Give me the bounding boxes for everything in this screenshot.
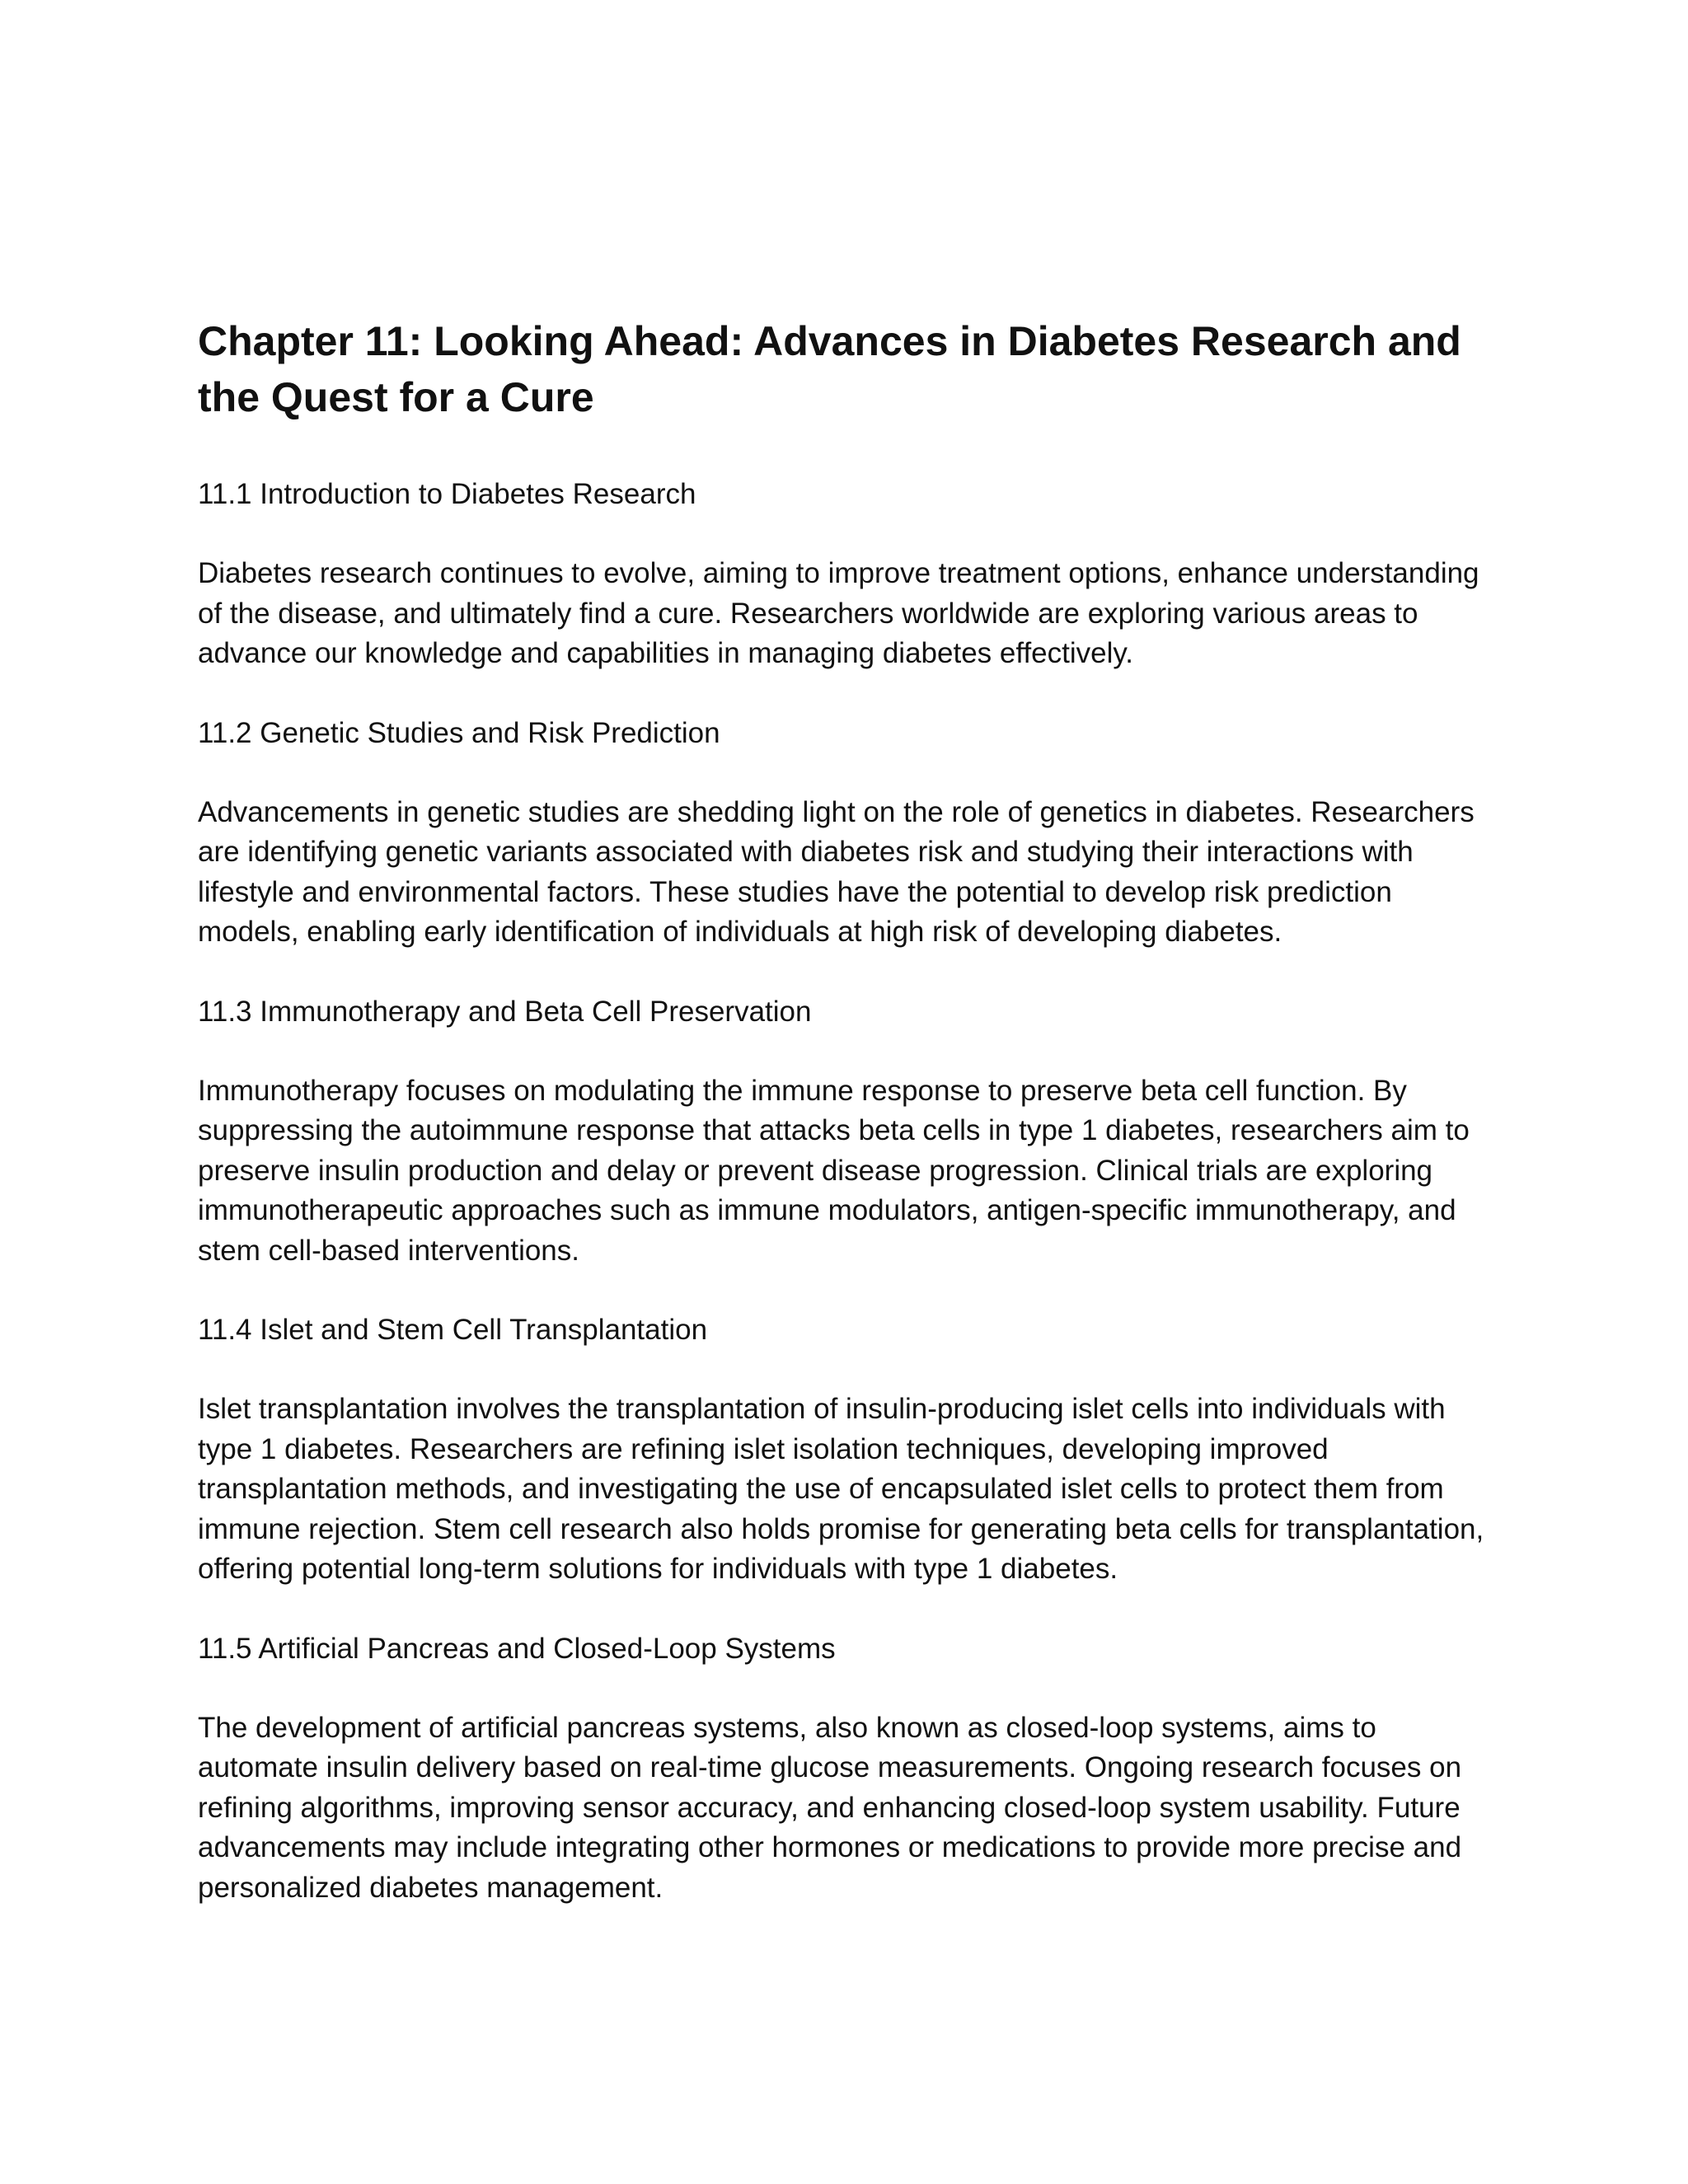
section-heading-11-1: 11.1 Introduction to Diabetes Research xyxy=(198,478,696,510)
section-body-11-3: Immunotherapy focuses on modulating the immune response to preserve beta cell function. By suppressing the autoimmune response that attacks beta cells in type 1 diabetes, researchers aim to preserve insulin production and delay or prevent disease progression. Clinical trials are exploring immunotherapeutic approaches such as immune modulators, antigen-specific immunotherapy, and stem cell-based interventions. xyxy=(198,1074,1470,1267)
section-heading-11-5: 11.5 Artificial Pancreas and Closed-Loop Systems xyxy=(198,1632,836,1665)
section-body-11-1: Diabetes research continues to evolve, aiming to improve treatment options, enhance understanding of the disease, and ultimately find a cure. Researchers worldwide are exploring various areas to advance our knowledge and capabilities in managing diabetes effectively. xyxy=(198,557,1479,669)
section-heading-11-4: 11.4 Islet and Stem Cell Transplantation xyxy=(198,1314,708,1346)
chapter-title: Chapter 11: Looking Ahead: Advances in Diabetes Research and the Quest for a Cure xyxy=(198,318,1461,420)
document-page xyxy=(198,313,1500,1947)
section-heading-11-2: 11.2 Genetic Studies and Risk Prediction xyxy=(198,716,720,749)
section-heading-11-3: 11.3 Immunotherapy and Beta Cell Preservation xyxy=(198,995,812,1028)
section-body-11-4: Islet transplantation involves the transplantation of insulin-producing islet cells into individuals with type 1 diabetes. Researchers are refining islet isolation techniques, developing improved transplantation methods, and investigating the use of encapsulated islet cells to protect them from immune rejection. Stem cell research also holds promise for generating beta cells for transplantation, offering potential long-term solutions for individuals with type 1 diabetes. xyxy=(198,1393,1484,1585)
section-body-11-5: The development of artificial pancreas systems, also known as closed-loop systems, aims to automate insulin delivery based on real-time glucose measurements. Ongoing research focuses on refining algorithms, improving sensor accuracy, and enhancing closed-loop system usability. Future advancements may include integrating other hormones or medications to provide more precise and personalized diabetes management. xyxy=(198,1711,1462,1904)
section-body-11-2: Advancements in genetic studies are shedding light on the role of genetics in diabetes. Researchers are identifying genetic variants associated with diabetes risk and studying their interactions with lifestyle and environmental factors. These studies have the potential to develop risk prediction models, enabling early identification of individuals at high risk of developing diabetes. xyxy=(198,795,1475,948)
